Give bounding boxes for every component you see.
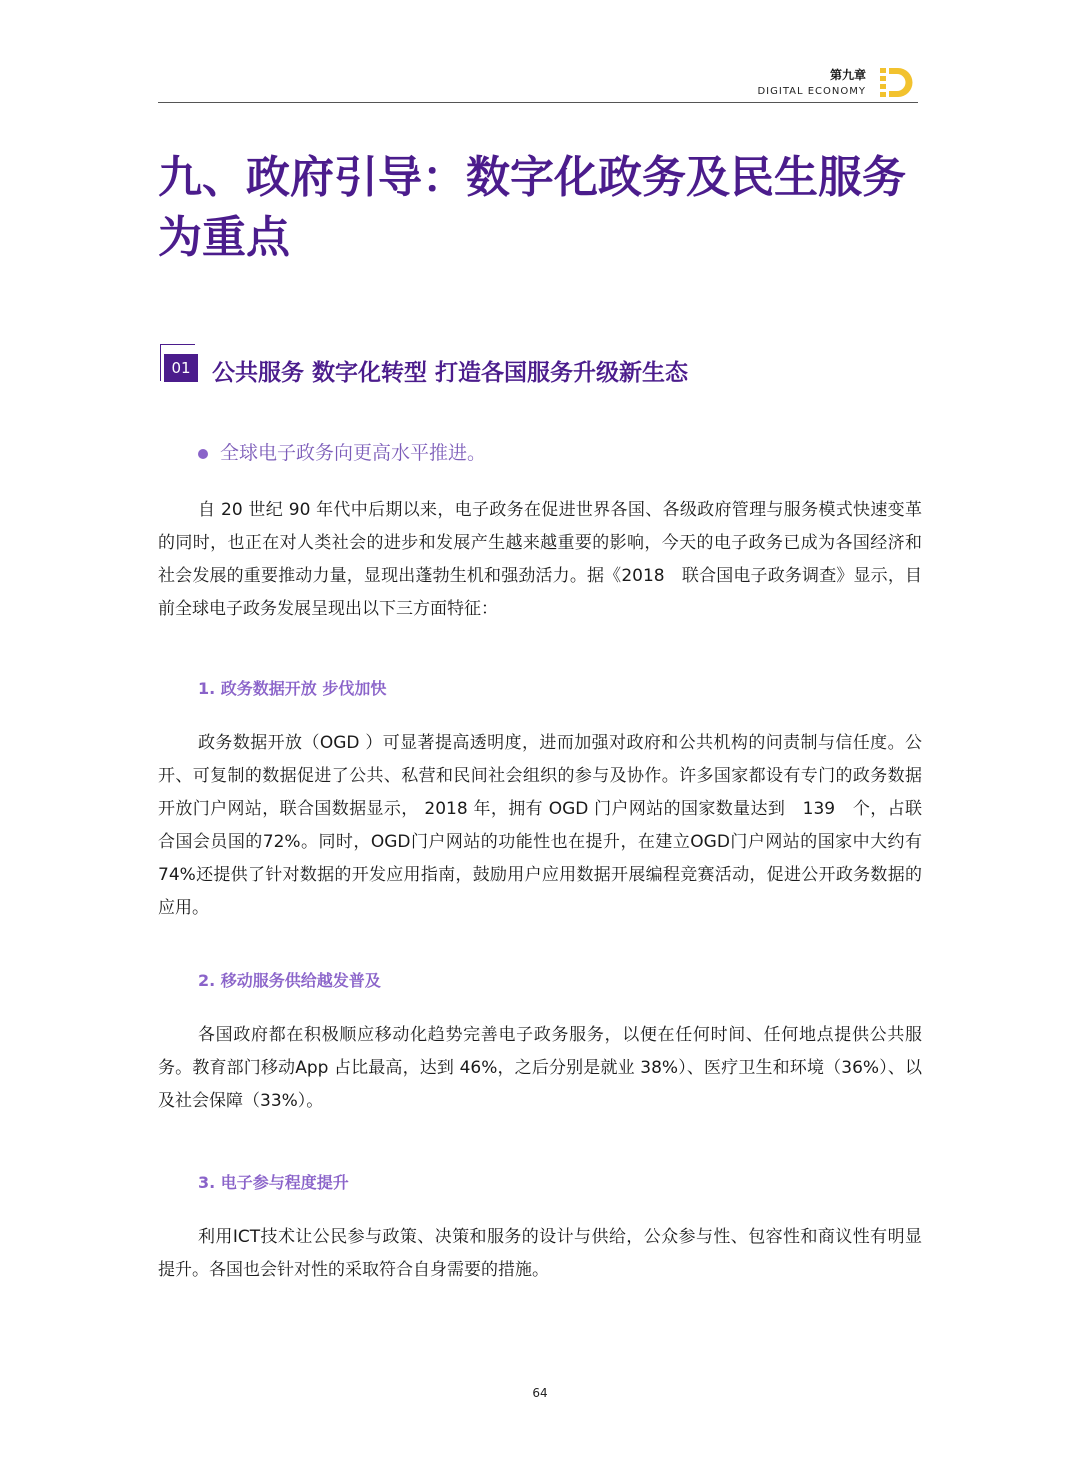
bullet-dot-icon xyxy=(198,449,208,459)
subheading-1: 1. 政务数据开放 步伐加快 xyxy=(198,679,387,698)
chapter-label: 第九章 xyxy=(829,68,866,82)
section-heading xyxy=(160,344,920,390)
header-divider xyxy=(158,102,918,103)
chapter-title: 九、政府引导：数字化政务及民生服务为重点 xyxy=(158,152,906,263)
paragraph-2: 各国政府都在积极顺应移动化趋势完善电子政务服务，以便在任何时间、任何地点提供公共服务。教育部门移动App 占比最高，达到 46%，之后分别是就业 38%）、医疗卫生和环境（36%）、以及社会保障（33%）。 xyxy=(158,1025,922,1111)
header-subtitle: DIGITAL ECONOMY xyxy=(757,86,866,97)
intro-paragraph: 自 20 世纪 90 年代中后期以来，电子政务在促进世界各国、各级政府管理与服务模式快速变革的同时，也正在对人类社会的进步和发展产生越来越重要的影响，今天的电子政务已成为各国经济和社会发展的重要推动力量，显现出蓬勃生机和强劲活力。据《2018 联合国电子政务调查》显示，目前全球电子政务发展呈现出以下三方面特征： xyxy=(158,500,922,619)
subheading-3: 3. 电子参与程度提升 xyxy=(198,1173,349,1192)
paragraph-3: 利用ICT技术让公民参与政策、决策和服务的设计与供给，公众参与性、包容性和商议性有明显提升。各国也会针对性的采取符合自身需要的措施。 xyxy=(158,1227,922,1280)
section-title: 公共服务 数字化转型 打造各国服务升级新生态 xyxy=(212,360,689,386)
digital-economy-logo-icon xyxy=(878,64,914,100)
page-header xyxy=(158,62,918,104)
section-number: 01 xyxy=(164,354,198,382)
paragraph-1: 政务数据开放（OGD ）可显著提高透明度，进而加强对政府和公共机构的问责制与信任度。公开、可复制的数据促进了公共、私营和民间社会组织的参与及协作。许多国家都设有专门的政务数据开放门户网站，联合国数据显示， 2018 年，拥有 OGD 门户网站的国家数量达到 139 个，占联合国会员国的72%。同时，OGD门户网站的功能性也在提升，在建立OGD门户网站的国家中大约有74%还提供了针对数据的开发应用指南，鼓励用户应用数据开展编程竞赛活动，促进公开政务数据的应用。 xyxy=(158,733,922,918)
subheading-2: 2. 移动服务供给越发普及 xyxy=(198,971,381,990)
page-number: 64 xyxy=(532,1386,548,1400)
bullet-heading xyxy=(198,438,486,465)
bullet-heading-text: 全球电子政务向更高水平推进。 xyxy=(220,442,487,464)
